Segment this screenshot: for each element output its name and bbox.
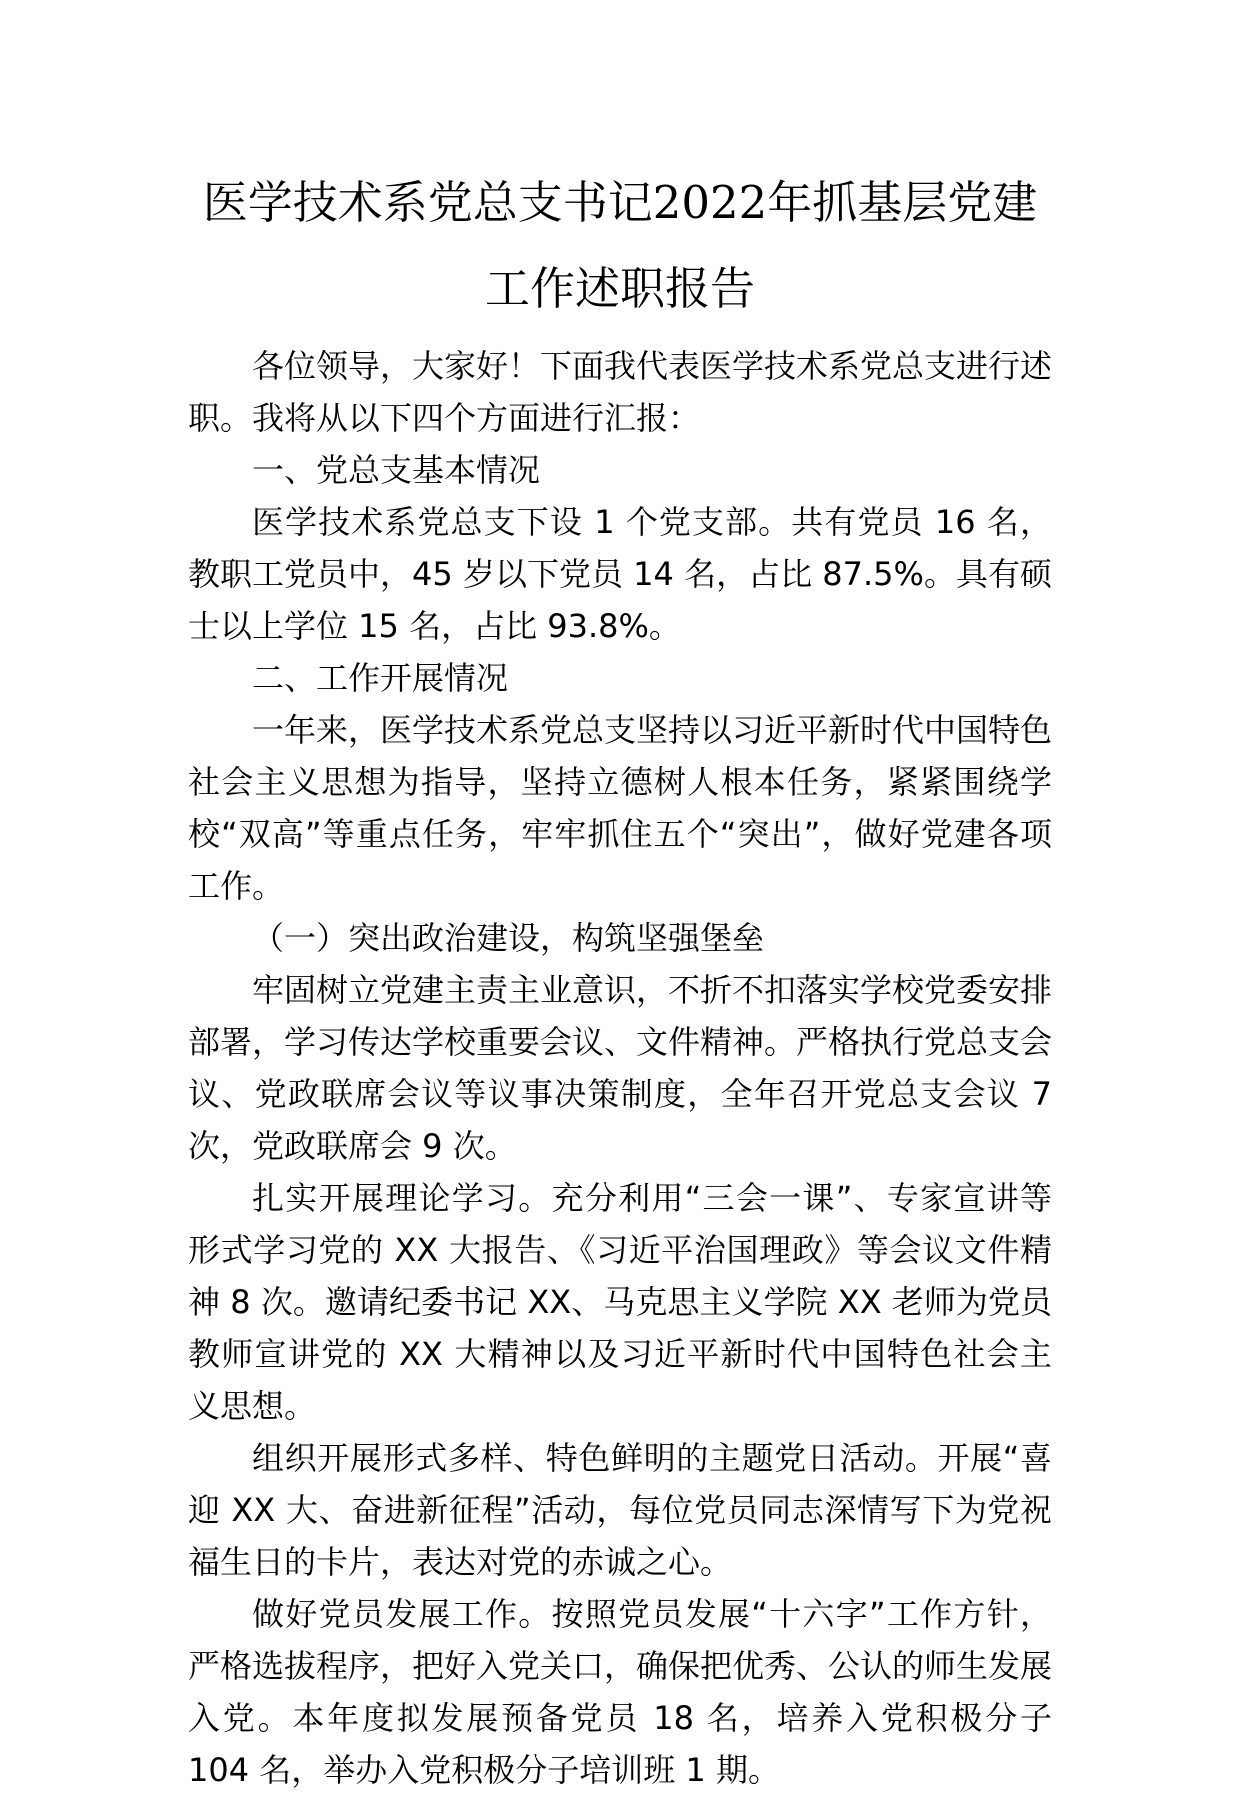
title-line-1: 医学技术系党总支书记2022年抓基层党建: [202, 176, 1038, 229]
body-paragraph: 医学技术系党总支下设 1 个党支部。共有党员 16 名，教职工党员中，45 岁以下党员 14 名，占比 87.5%。具有硕士以上学位 15 名，占比 93.8%。: [188, 503, 1052, 645]
document-body: [188, 340, 1052, 1796]
body-paragraph: 扎实开展理论学习。充分利用“三会一课”、专家宣讲等形式学习党的 XX 大报告、《习近平治国理政》等会议文件精神 8 次。邀请纪委书记 XX、马克思主义学院 XX 老师为党员教师宣讲党的 XX 大精神以及习近平新时代中国特色社会主义思想。: [188, 1179, 1052, 1425]
section-heading-2: 二、工作开展情况: [252, 659, 509, 697]
intro-paragraph: 各位领导，大家好！下面我代表医学技术系党总支进行述职。我将从以下四个方面进行汇报：: [188, 347, 1053, 437]
body-paragraph: 牢固树立党建主责主业意识，不折不扣落实学校党委安排部署，学习传达学校重要会议、文件精神。严格执行党总支会议、党政联席会议等议事决策制度，全年召开党总支会议 7 次，党政联席会 9 次。: [188, 971, 1053, 1165]
title-line-2: 工作述职报告: [484, 262, 755, 315]
document-title: [188, 160, 1052, 332]
body-paragraph: 做好党员发展工作。按照党员发展“十六字”工作方针，严格选拔程序，把好入党关口，确保把优秀、公认的师生发展入党。本年度拟发展预备党员 18 名，培养入党积极分子 104 名，举办入党积极分子培训班 1 期。: [188, 1595, 1053, 1789]
body-paragraph: 一年来，医学技术系党总支坚持以习近平新时代中国特色社会主义思想为指导，坚持立德树人根本任务，紧紧围绕学校“双高”等重点任务，牢牢抓住五个“突出”，做好党建各项工作。: [188, 711, 1053, 905]
subsection-heading-1: （一）突出政治建设，构筑坚强堡垒: [252, 919, 765, 957]
body-paragraph: 组织开展形式多样、特色鲜明的主题党日活动。开展“喜迎 XX 大、奋进新征程”活动，每位党员同志深情写下为党祝福生日的卡片，表达对党的赤诚之心。: [188, 1439, 1052, 1581]
document-page: [188, 160, 1052, 1796]
section-heading-1: 一、党总支基本情况: [252, 451, 541, 489]
